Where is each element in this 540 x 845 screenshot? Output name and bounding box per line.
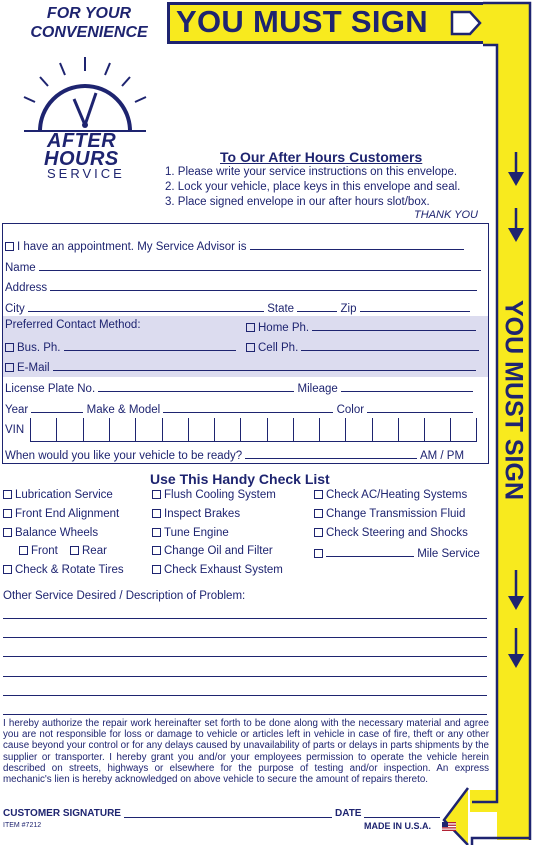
description-line[interactable]	[3, 714, 487, 715]
check-label: Balance Wheels	[15, 527, 99, 539]
down-arrow-icon	[505, 208, 527, 244]
checkbox[interactable]	[19, 546, 28, 555]
home-phone-checkbox[interactable]	[246, 323, 255, 332]
signature-label: CUSTOMER SIGNATURE	[3, 808, 121, 819]
checkbox[interactable]	[3, 565, 12, 574]
bus-phone-row	[5, 339, 236, 354]
state-field[interactable]	[297, 300, 337, 312]
down-arrow-icon	[505, 628, 527, 670]
description-line[interactable]	[3, 656, 487, 657]
check-label: Change Transmission Fluid	[326, 508, 466, 520]
make-model-field[interactable]	[163, 401, 333, 413]
instruction-step: 2. Lock your vehicle, place keys in this envelope and seal.	[165, 181, 461, 193]
check-label: Change Oil and Filter	[164, 545, 273, 557]
preferred-contact-label: Preferred Contact Method:	[5, 319, 141, 331]
date-label: DATE	[335, 808, 362, 819]
cell-phone-row	[246, 339, 479, 354]
item-number: ITEM #7212	[3, 822, 42, 829]
instructions-title: To Our After Hours Customers	[220, 149, 423, 165]
checkbox[interactable]	[314, 528, 323, 537]
home-phone-row	[246, 319, 476, 334]
check-label: Inspect Brakes	[164, 508, 241, 520]
check-steering[interactable]	[314, 527, 468, 539]
license-row	[5, 380, 473, 395]
checkbox[interactable]	[314, 509, 323, 518]
check-balance[interactable]	[3, 527, 98, 539]
checkbox[interactable]	[152, 546, 161, 555]
color-field[interactable]	[367, 401, 473, 413]
mileage-label: Mileage	[297, 383, 338, 395]
description-line[interactable]	[3, 637, 487, 638]
vehicle-row	[5, 401, 473, 416]
license-field[interactable]	[98, 380, 294, 392]
license-label: License Plate No.	[5, 383, 96, 395]
description-line[interactable]	[3, 695, 487, 696]
make-model-label: Make & Model	[86, 404, 161, 416]
check-brakes[interactable]	[152, 508, 240, 520]
check-oil[interactable]	[152, 545, 273, 557]
am-pm-label: AM / PM	[419, 450, 465, 462]
year-field[interactable]	[31, 401, 83, 413]
logo-service: SERVICE	[47, 166, 125, 181]
signature-field[interactable]	[124, 817, 332, 818]
city-field[interactable]	[28, 300, 264, 312]
appointment-checkbox[interactable]	[5, 242, 14, 251]
cell-phone-field[interactable]	[301, 339, 479, 351]
email-checkbox[interactable]	[5, 363, 14, 372]
checkbox[interactable]	[152, 490, 161, 499]
cell-phone-checkbox[interactable]	[246, 343, 255, 352]
checklist-title: Use This Handy Check List	[150, 471, 330, 487]
name-field[interactable]	[39, 259, 481, 271]
clock-logo-icon	[10, 55, 160, 135]
check-rear[interactable]	[70, 545, 107, 557]
convenience-line-2: CONVENIENCE	[30, 24, 148, 41]
zip-field[interactable]	[360, 300, 470, 312]
check-alignment[interactable]	[3, 508, 119, 520]
zip-label: Zip	[340, 303, 357, 315]
email-row	[5, 359, 476, 374]
down-arrow-icon	[505, 152, 527, 188]
check-label: Front	[31, 545, 58, 557]
check-lubrication[interactable]	[3, 489, 113, 501]
home-phone-field[interactable]	[312, 319, 476, 331]
logo-hours: HOURS	[44, 148, 119, 170]
color-label: Color	[336, 404, 365, 416]
city-row	[5, 300, 470, 315]
checkbox[interactable]	[152, 565, 161, 574]
checkbox[interactable]	[70, 546, 79, 555]
check-ac-heating[interactable]	[314, 489, 467, 501]
mile-service-field[interactable]	[326, 545, 414, 557]
checkbox[interactable]	[3, 528, 12, 537]
description-line[interactable]	[3, 618, 487, 619]
check-label: Flush Cooling System	[164, 489, 276, 501]
name-row	[5, 259, 481, 274]
email-field[interactable]	[53, 359, 476, 371]
appointment-row	[5, 238, 464, 253]
ready-label: When would you like your vehicle to be ready?	[5, 450, 243, 462]
state-label: State	[267, 303, 295, 315]
instructions-list	[165, 165, 460, 210]
service-advisor-field[interactable]	[250, 238, 464, 250]
check-mile-service[interactable]	[314, 545, 480, 560]
cell-phone-label: Cell Ph.	[258, 342, 299, 354]
description-line[interactable]	[3, 676, 487, 677]
appointment-label: I have an appointment. My Service Advisor is	[17, 241, 247, 253]
address-label: Address	[5, 282, 48, 294]
made-in-label: MADE IN U.S.A.	[364, 821, 432, 831]
check-label: Lubrication Service	[15, 489, 113, 501]
date-field[interactable]	[364, 817, 440, 818]
bus-phone-checkbox[interactable]	[5, 343, 14, 352]
checkbox[interactable]	[3, 509, 12, 518]
check-tune[interactable]	[152, 527, 229, 539]
us-flag-icon	[442, 822, 456, 831]
check-label: Front End Alignment	[15, 508, 120, 520]
checkbox[interactable]	[314, 490, 323, 499]
instruction-step: 1. Please write your service instructions on this envelope.	[165, 166, 458, 178]
logo-after: AFTER	[47, 130, 117, 152]
side-banner	[498, 270, 528, 530]
address-field[interactable]	[50, 279, 477, 291]
check-rotate-tires[interactable]	[3, 564, 124, 576]
vin-label: VIN	[5, 424, 25, 436]
checkbox[interactable]	[314, 549, 323, 558]
authorization-text: I hereby authorize the repair work hereinafter set forth to be done along with the necessary material and agree you are not responsible for loss or damage to vehicle or articles left in vehicle in case of fire, theft or any other cause beyond your control or for any delays caused by unavailability of parts or delays in parts shipments by the supplier or transporter. I hereby grant you and/or your employees permission to operate the vehicle herein described on streets, highways or elsewhere for the purpose of testing and/or inspection. An express mechanic's lien is hereby acknowledged on above vehicle to secure the amount of repairs thereto.	[3, 718, 489, 786]
check-label: Check AC/Heating Systems	[326, 489, 468, 501]
check-label: Tune Engine	[164, 527, 229, 539]
bus-phone-label: Bus. Ph.	[17, 342, 61, 354]
other-service-title: Other Service Desired / Description of Problem:	[3, 590, 246, 602]
home-phone-label: Home Ph.	[258, 322, 310, 334]
check-exhaust[interactable]	[152, 564, 283, 576]
check-label: Mile Service	[417, 548, 480, 560]
checkbox[interactable]	[3, 490, 12, 499]
instruction-step: 3. Place signed envelope in our after hours slot/box.	[165, 196, 430, 208]
convenience-line-1: FOR YOUR	[46, 5, 132, 22]
city-label: City	[5, 303, 25, 315]
checkbox[interactable]	[152, 528, 161, 537]
email-label: E-Mail	[17, 362, 50, 374]
down-arrow-icon	[505, 570, 527, 612]
year-label: Year	[5, 404, 29, 416]
check-transmission[interactable]	[314, 508, 465, 520]
checkbox[interactable]	[152, 509, 161, 518]
thank-you: THANK YOU	[414, 209, 478, 221]
address-row	[5, 279, 477, 294]
vin-field[interactable]	[30, 418, 477, 442]
top-banner-text: YOU MUST SIGN	[176, 4, 428, 39]
check-front[interactable]	[19, 545, 58, 557]
ready-row	[5, 447, 464, 462]
check-label: Check Steering and Shocks	[326, 527, 468, 539]
bus-phone-field[interactable]	[64, 339, 236, 351]
check-label: Check Exhaust System	[164, 564, 283, 576]
ready-field[interactable]	[245, 447, 417, 459]
check-label: Check & Rotate Tires	[15, 564, 124, 576]
check-flush-cooling[interactable]	[152, 489, 276, 501]
mileage-field[interactable]	[341, 380, 473, 392]
check-label: Rear	[82, 545, 107, 557]
name-label: Name	[5, 262, 36, 274]
side-banner-text: YOU MUST SIGN	[499, 299, 528, 501]
